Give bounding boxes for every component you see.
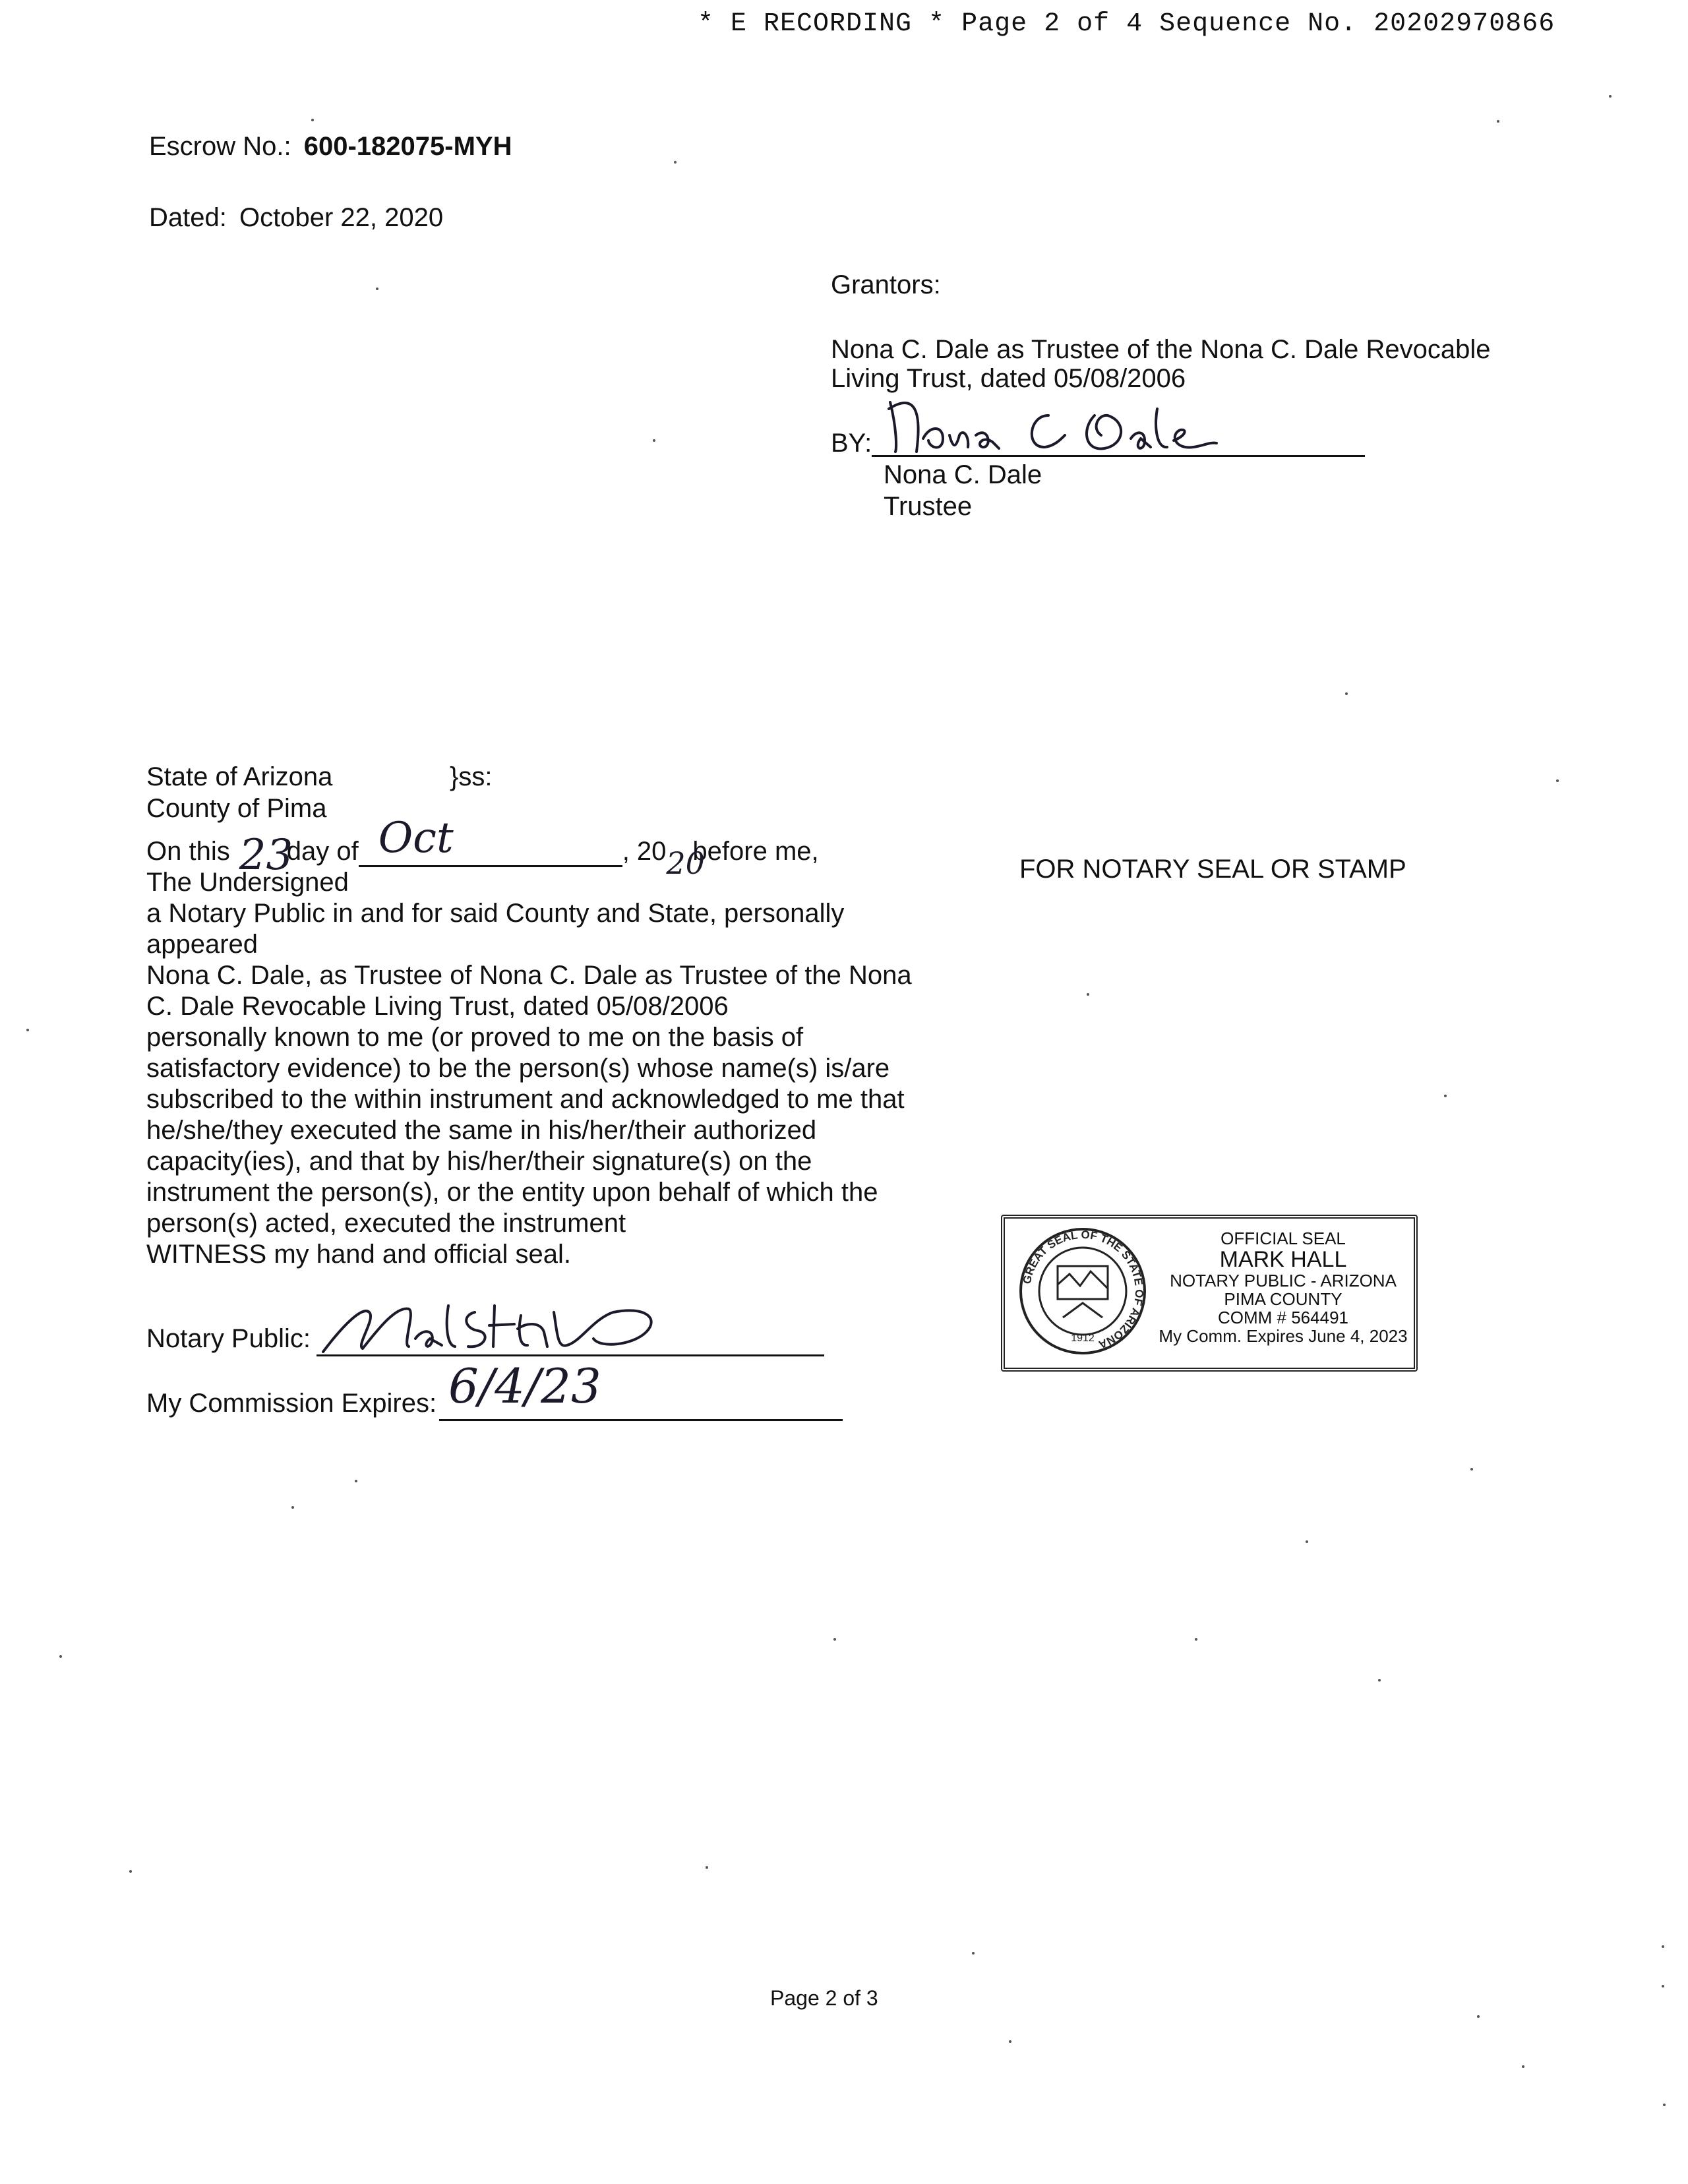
acknowledgment-line: capacity(ies), and that by his/her/their signature(s) on the: [146, 1147, 812, 1176]
scan-speck: [1609, 95, 1612, 98]
venue-county: County of Pima: [146, 794, 327, 823]
scan-speck: [1477, 2015, 1480, 2018]
seal-text: [1151, 1229, 1415, 1345]
dated-line: [149, 202, 443, 233]
scan-speck: [1556, 779, 1559, 782]
escrow-line: [149, 131, 512, 162]
acknowledgment-line: personally known to me (or proved to me on the basis of: [146, 1023, 804, 1052]
grantor-signature: [877, 389, 1220, 462]
acknowledgment-line: subscribed to the within instrument and acknowledged to me that: [146, 1085, 905, 1114]
scan-speck: [972, 1952, 975, 1955]
signatory-name: Nona C. Dale: [884, 460, 1042, 489]
handwritten-expiry: 6/4/23: [448, 1358, 601, 1414]
day-of-label: day of: [286, 837, 359, 866]
acknowledgment-line: person(s) acted, executed the instrument: [146, 1209, 626, 1238]
scan-speck: [1378, 1679, 1381, 1682]
scan-speck: [1662, 1945, 1664, 1948]
notary-seal: [1001, 1215, 1418, 1372]
scan-speck: [1345, 692, 1348, 695]
scan-speck: [653, 439, 655, 442]
acknowledgment-date-line: [146, 814, 938, 881]
acknowledgment-block: [146, 814, 938, 1270]
scan-speck: [1306, 1540, 1308, 1543]
seal-line4: PIMA COUNTY: [1224, 1289, 1342, 1309]
scan-speck: [1195, 1638, 1197, 1641]
state-seal-emblem: [1017, 1225, 1149, 1357]
scan-speck: [26, 1029, 29, 1031]
scan-speck: [833, 1638, 836, 1641]
signatory-title: Trustee: [884, 492, 973, 521]
recording-header: * E RECORDING * Page 2 of 4 Sequence No. 20202970866: [698, 9, 1555, 39]
dated-label: Dated:: [149, 203, 227, 232]
commission-label: My Commission Expires:: [146, 1389, 437, 1418]
grantor-name-line1: Nona C. Dale as Trustee of the Nona C. Dale Revocable: [831, 335, 1491, 364]
scan-speck: [1470, 1468, 1473, 1471]
scan-speck: [59, 1655, 62, 1658]
seal-line2: MARK HALL: [1219, 1247, 1347, 1272]
handwritten-year: 20: [666, 845, 705, 881]
seal-line3: NOTARY PUBLIC - ARIZONA: [1170, 1271, 1397, 1290]
scan-speck: [355, 1480, 357, 1482]
notary-public-label: Notary Public:: [146, 1324, 311, 1353]
scan-speck: [706, 1866, 708, 1869]
scan-speck: [1663, 2104, 1666, 2106]
scan-speck: [1522, 2065, 1524, 2068]
handwritten-month: Oct: [378, 814, 454, 863]
seal-line6: My Comm. Expires June 4, 2023: [1159, 1326, 1408, 1346]
year-prefix: , 20: [622, 837, 667, 866]
escrow-number: 600-182075-MYH: [303, 132, 512, 161]
grantor-name-line2: Living Trust, dated 05/08/2006: [831, 364, 1186, 393]
acknowledgment-line: satisfactory evidence) to be the person(s) whose name(s) is/are: [146, 1054, 890, 1083]
dated-value: October 22, 2020: [239, 203, 444, 232]
seal-year: 1912: [1071, 1333, 1095, 1344]
scan-speck: [1662, 1985, 1664, 1987]
page-footer: Page 2 of 3: [770, 1986, 878, 2010]
scan-speck: [1444, 1095, 1447, 1097]
seal-ring-text: GREAT SEAL OF THE STATE OF ARIZONA: [1020, 1228, 1146, 1351]
acknowledgment-line: C. Dale Revocable Living Trust, dated 05/08/2006: [146, 992, 729, 1021]
handwritten-day: 23: [239, 831, 293, 880]
acknowledgment-line: The Undersigned: [146, 868, 349, 897]
scan-speck: [1497, 120, 1499, 123]
notary-signature: [316, 1292, 686, 1358]
scan-speck: [376, 288, 378, 290]
scan-speck: [674, 161, 677, 164]
scan-speck: [311, 119, 314, 121]
venue-ss: }ss:: [450, 762, 493, 791]
acknowledgment-line: a Notary Public in and for said County and State, personally: [146, 899, 845, 928]
month-slot: [359, 814, 622, 867]
scan-speck: [1087, 993, 1089, 996]
acknowledgment-line: Nona C. Dale, as Trustee of Nona C. Dale as Trustee of the Nona: [146, 961, 912, 990]
acknowledgment-line: WITNESS my hand and official seal.: [146, 1240, 571, 1269]
by-label: BY:: [831, 429, 872, 458]
scan-speck: [1009, 2040, 1011, 2043]
seal-line1: OFFICIAL SEAL: [1221, 1228, 1346, 1248]
scan-speck: [291, 1506, 294, 1509]
stamp-area-label: FOR NOTARY SEAL OR STAMP: [1019, 855, 1406, 884]
seal-line5: COMM # 564491: [1218, 1308, 1348, 1327]
on-this-label: On this: [146, 837, 230, 866]
venue-state: State of Arizona: [146, 762, 333, 791]
scan-speck: [129, 1870, 132, 1873]
escrow-label: Escrow No.:: [149, 132, 291, 161]
acknowledgment-line: he/she/they executed the same in his/her/their authorized: [146, 1116, 817, 1145]
grantors-label: Grantors:: [831, 270, 941, 299]
acknowledgment-line: instrument the person(s), or the entity upon behalf of which the: [146, 1178, 878, 1207]
acknowledgment-line: appeared: [146, 930, 258, 959]
before-me-label: before me,: [692, 837, 819, 866]
